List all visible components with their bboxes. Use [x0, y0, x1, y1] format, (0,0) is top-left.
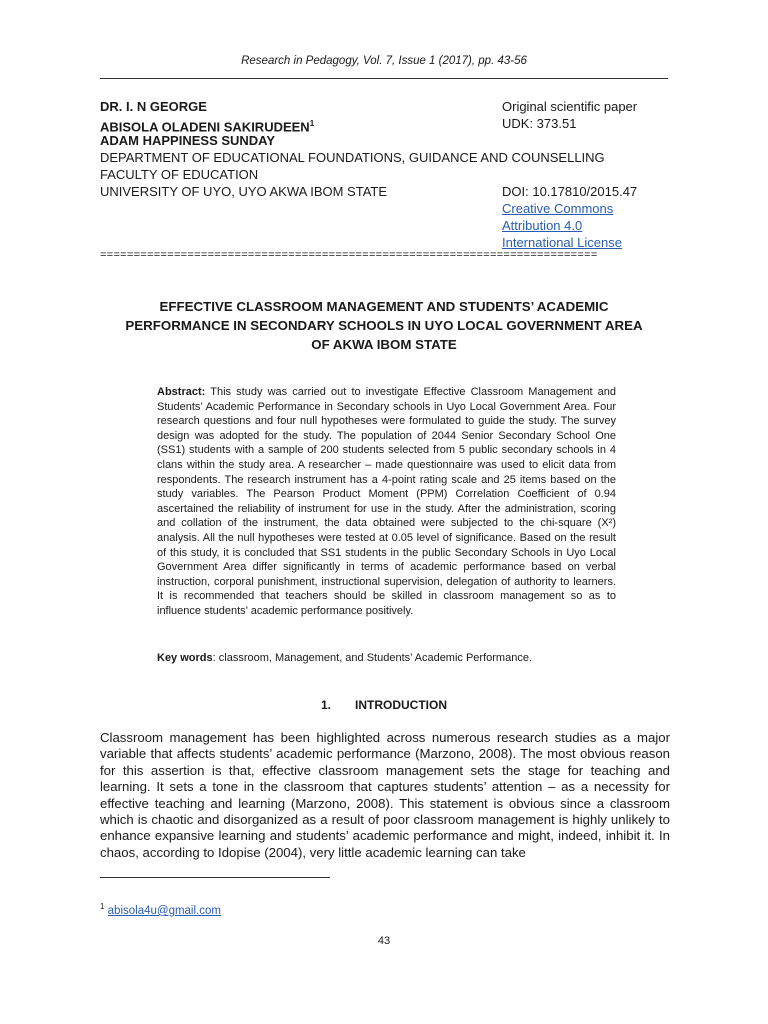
- paper-meta: [502, 98, 682, 251]
- author-name: DR. I. N GEORGE: [100, 99, 207, 114]
- section-number: 1.: [320, 698, 331, 712]
- license-link[interactable]: Attribution 4.0: [502, 218, 583, 233]
- meta-spacer: [502, 132, 682, 149]
- keywords-label: Key words: [157, 652, 213, 664]
- meta-spacer: [502, 149, 682, 166]
- footnote-email-link[interactable]: abisola4u@gmail.com: [107, 904, 221, 917]
- page-number: 43: [377, 935, 391, 947]
- license-link[interactable]: International License: [502, 235, 622, 250]
- affiliation-line: DEPARTMENT OF EDUCATIONAL FOUNDATIONS, GUIDANCE AND COUNSELLING: [100, 150, 605, 165]
- paper-title: EFFECTIVE CLASSROOM MANAGEMENT AND STUDENTS’ ACADEMIC PERFORMANCE IN SECONDARY SCHOOLS IN UYO LOCAL GOVERNMENT AREA OF AKWA IBOM STATE: [125, 299, 643, 352]
- footnote-mark: 1: [100, 902, 105, 911]
- section-title: INTRODUCTION: [355, 698, 447, 712]
- separator-line: ==========================================================================: [100, 249, 598, 261]
- affiliation-line: UNIVERSITY OF UYO, UYO AKWA IBOM STATE: [100, 184, 388, 199]
- meta-spacer: [502, 166, 682, 183]
- udk-code: UDK: 373.51: [502, 116, 577, 131]
- doi: DOI: 10.17810/2015.47: [502, 184, 638, 199]
- paper-type: Original scientific paper: [502, 99, 638, 114]
- footnote: [100, 902, 221, 917]
- keywords: [157, 651, 616, 666]
- header-rule: [100, 78, 668, 79]
- abstract: [157, 385, 616, 619]
- author-name: ADAM HAPPINESS SUNDAY: [100, 133, 276, 148]
- abstract-text: This study was carried out to investigate Effective Classroom Management and Students’ Academic Performance in Secondary schools in Uyo Local Government Area. Four research questions and four null hypotheses were formulated to guide the study. The survey design was adopted for the study. The population of 2044 Senior Secondary School One (SS1) students with a sample of 200 students selected from 5 public secondary schools in 4 clans within the study area. A researcher – made questionnaire was used to elicit data from respondents. The research instrument has a 4-point rating scale and 25 items based on the study variables. The Pearson Product Moment (PPM) Correlation Coefficient of 0.94 ascertained the reliability of instrument for use in the study. After the administration, scoring and collation of the instrument, the data obtained were subjected to the chi-square (X²) analysis. All the null hypotheses were tested at 0.05 level of significance. Based on the result of this study, it is concluded that SS1 students in the public Secondary Schools in Uyo Local Government Area differ significantly in terms of academic performance based on verbal instruction, corporal punishment, instructional supervision, delegation of authority to learners. It is recommended that teachers should be skilled in classroom management so as to influence students’ academic performance positively.: [157, 386, 616, 617]
- intro-paragraph: Classroom management has been highlighted across numerous research studies as a major variable that affects students’ academic performance (Marzono, 2008). The most obvious reason for this assertion is that, effective classroom management sets the stage for teaching and learning. It sets a tone in the classroom that captures students’ attention – as a necessity for effective teaching and learning (Marzono, 2008). This statement is obvious since a classroom which is chaotic and disorganized as a result of poor classroom management is highly unlikely to enhance expansive learning and students’ academic performance and might, indeed, inhibit it. In chaos, according to Idopise (2004), very little academic learning can take: [100, 730, 670, 860]
- affiliation-line: FACULTY OF EDUCATION: [100, 167, 259, 182]
- footnote-rule: [100, 877, 330, 878]
- keywords-text: : classroom, Management, and Students’ Academic Performance.: [212, 652, 533, 664]
- running-head: Research in Pedagogy, Vol. 7, Issue 1 (2017), pp. 43-56: [241, 55, 527, 67]
- section-heading: [0, 698, 768, 712]
- author-name: ABISOLA OLADENI SAKIRUDEEN$^1$: [100, 119, 315, 135]
- abstract-label: Abstract:: [157, 386, 206, 398]
- license-link[interactable]: Creative Commons: [502, 201, 614, 216]
